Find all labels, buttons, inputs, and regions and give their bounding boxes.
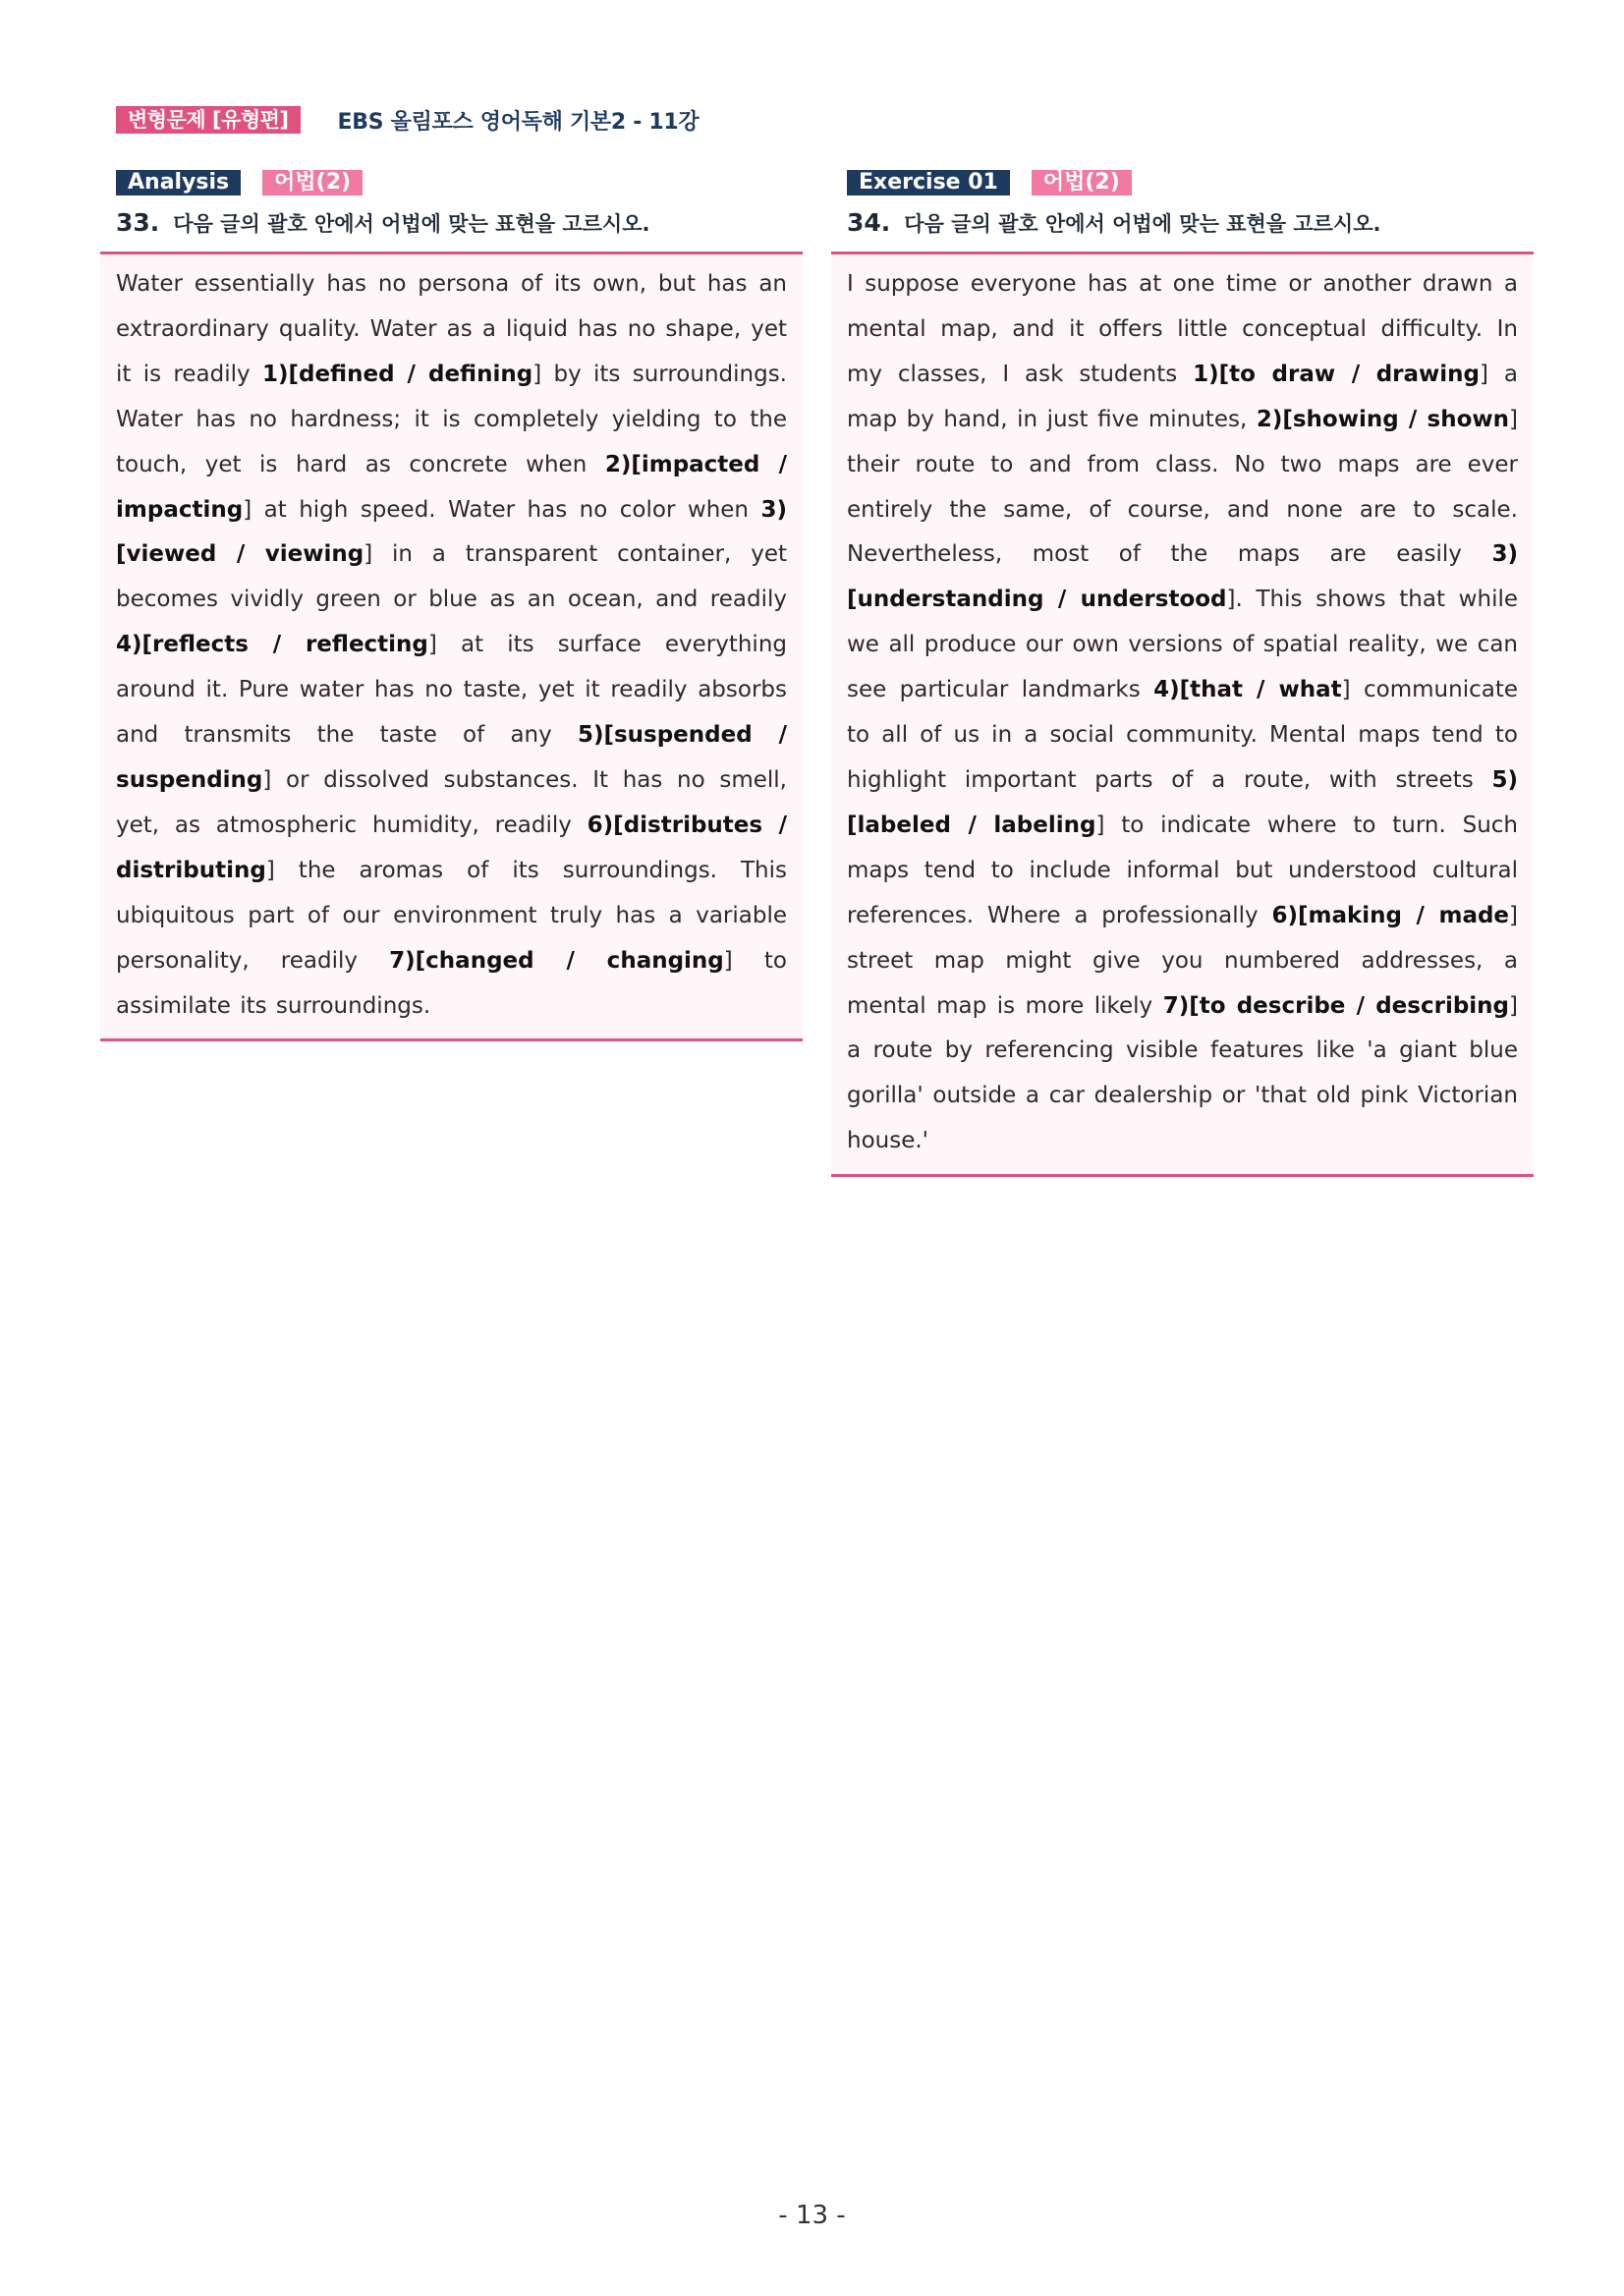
passage-segment: ] at its surface everything around it. Pure water has no taste, yet it readily absorbs and transmits the taste of any (116, 632, 787, 749)
blank-choice: 6)[making / made (1271, 902, 1510, 928)
blank-choice: 5)[labeled / labeling (847, 766, 1518, 838)
blank-choice: 6)[distributes / distributing (116, 812, 787, 883)
question-34 (847, 208, 1534, 238)
blank-choice: 1)[to draw / drawing (1193, 361, 1481, 387)
question-number: 33. (116, 208, 160, 237)
category-tag: 어법(2) (262, 170, 363, 196)
book-title: EBS 올림포스 영어독해 기본2 - 11강 (337, 109, 700, 135)
analysis-tag: Analysis (116, 170, 241, 196)
blank-choice: 3)[viewed / viewing (116, 496, 787, 568)
blank-choice: 5)[suspended / suspending (116, 722, 787, 793)
passage-segment: ] the aromas of its surroundings. This ubiquitous part of our environment truly has a variable personality, readily (116, 857, 787, 974)
blank-choice: 2)[showing / shown (1256, 406, 1510, 432)
right-column (831, 169, 1534, 1177)
passage-segment: ] by its surroundings. Water has no hardness; it is completely yielding to the touch, yet is hard as concrete when (116, 361, 787, 477)
passage-box-left (100, 252, 803, 1041)
passage-segment: ] in a transparent container, yet becomes vividly green or blue as an ocean, and readily (116, 541, 787, 613)
blank-choice: 7)[changed / changing (389, 947, 724, 974)
question-instruction: 다음 글의 괄호 안에서 어법에 맞는 표현을 고르시오. (904, 212, 1381, 236)
page-header (116, 104, 699, 136)
passage-segment: ]. This shows that while we all produce our own versions of spatial reality, we can see particular landmarks (847, 587, 1519, 703)
blank-choice: 2)[impacted / impacting (116, 451, 787, 523)
passage-segment: ] their route to and from class. No two maps are ever entirely the same, of course, and none are to scale. Nevertheless, most of the maps are easily (847, 406, 1519, 568)
passage-segment: ] or dissolved substances. It has no smell, yet, as atmospheric humidity, readily (116, 766, 787, 838)
passage-segment: ] a map by hand, in just five minutes, (847, 361, 1518, 432)
blank-choice: 4)[reflects / reflecting (116, 632, 428, 658)
passage-segment: ] to assimilate its surroundings. (116, 947, 787, 1019)
blank-choice: 4)[that / what (1153, 677, 1342, 703)
passage-segment: ] a route by referencing visible features like 'a giant blue gorilla' outside a car dealership or 'that old pink Victorian house.' (847, 992, 1518, 1154)
question-33 (116, 208, 803, 238)
right-tag-row (847, 169, 1534, 196)
question-number: 34. (847, 208, 891, 237)
passage-segment: ] communicate to all of us in a social community. Mental maps tend to highlight important parts of a route, with streets (847, 677, 1519, 793)
blank-choice: 3)[understanding / understood (847, 541, 1518, 613)
page-number: - 13 - (778, 2201, 846, 2230)
passage-segment: ] street map might give you numbered addresses, a mental map is more likely (847, 902, 1519, 1019)
type-badge: 변형문제 [유형편] (116, 106, 301, 134)
passage-segment: I suppose everyone has at one time or another drawn a mental map, and it offers little conceptual difficulty. In my classes, I ask students (847, 271, 1518, 387)
blank-choice: 1)[defined / defining (261, 361, 533, 387)
question-instruction: 다음 글의 괄호 안에서 어법에 맞는 표현을 고르시오. (173, 212, 650, 236)
passage-text (116, 262, 787, 1029)
category-tag: 어법(2) (1032, 170, 1132, 196)
passage-segment: Water essentially has no persona of its own, but has an extraordinary quality. Water as a liquid has no shape, yet it is readily (116, 271, 787, 387)
passage-text (847, 262, 1518, 1164)
left-tag-row (116, 169, 803, 196)
blank-choice: 7)[to describe / describing (1162, 992, 1510, 1019)
exercise-tag: Exercise 01 (847, 170, 1010, 196)
passage-segment: ] to indicate where to turn. Such maps tend to include informal but understood cultural references. Where a professionally (847, 812, 1518, 928)
left-column (100, 169, 803, 1041)
passage-segment: ] at high speed. Water has no color when (243, 496, 761, 523)
passage-box-right (831, 252, 1534, 1177)
